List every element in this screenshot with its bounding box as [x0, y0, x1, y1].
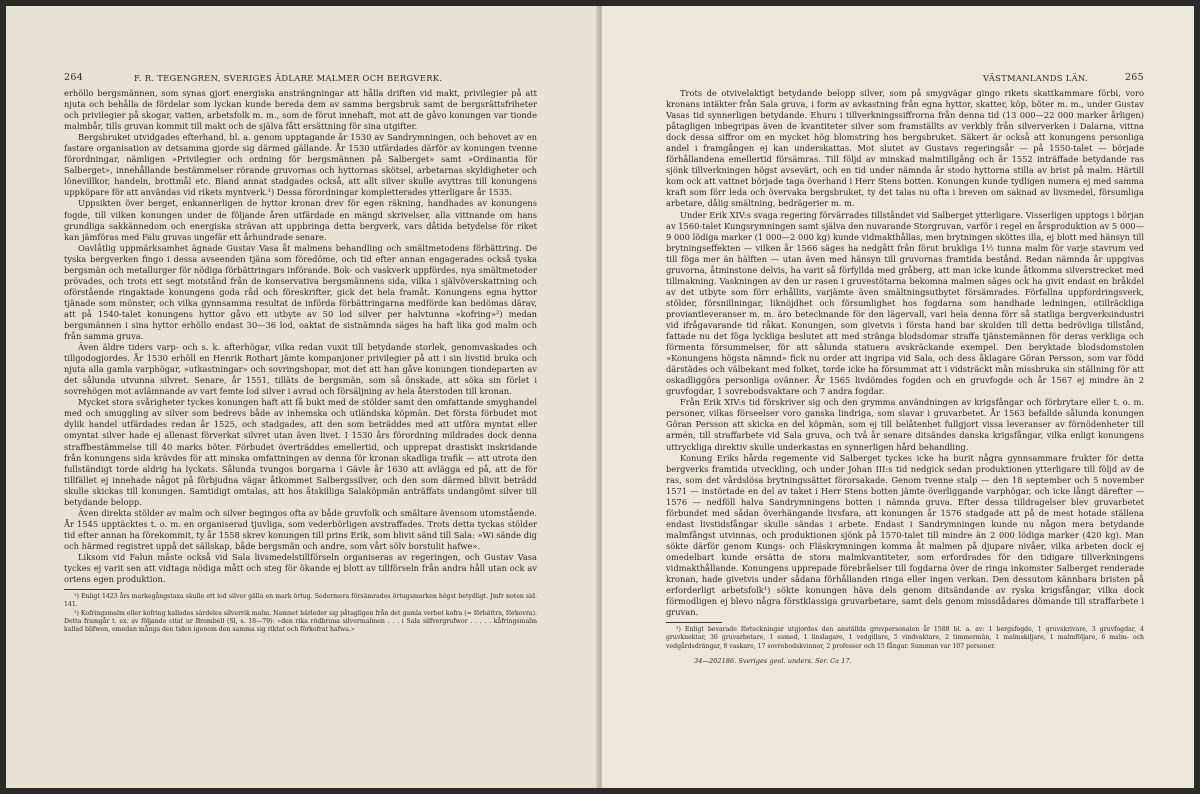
paragraph: Trots de otvivelaktigt betydande belopp silver, som på smygvägar gingo rikets skattkammare förbi, voro kronans intäkter från Sala gruva, i form av avkastning från egna hyttor, skatter, köp, böter m. m., under Gustav Vasas tid synnerligen betydande. Ehuru i tillverkningssiffrorna från denna tid (13 000—22 000 marker årligen) påtagligen inbegripas även de kvantiteter silver som framställts av verkbly från silververken i Dalarna, vittna dock dessa siffror om en mycket hög blomstring hos bergsbruket. Säkert är också att konungens personliga andel i framgången ej kan underskattas. Mot slutet av Gustavs regeringsår — på 1550-talet — började förhållandena emellertid försämras. Till följd av minskad malmtillgång och år 1552 inträffade betydande ras sjönk tillverkningen högst avsevärt, och en tid under nämnda år stodo hyttorna stilla av brist på malm. Härtill kom ock att vattnet började taga överhand i Herr Stens botten. Konungen kunde tydligen numera ej med samma kraft som förr leda och övervaka bergsbruket, ty det talas nu ofta i breven om saknad av livsmedel, försumliga arbetare, dålig smältning, bedrägerier m. m. — [666, 88, 1144, 209]
footnote-rule — [666, 622, 722, 623]
right-page-header — [666, 73, 1144, 85]
paragraph: erhöllo bergsmännen, som synas gjort energiska ansträngningar att hålla driften vid makt, privilegier på att njuta och behålla de fördelar som lyckan kunde bereda dem av samma bergsbruk samt de bergsrättsfriheter och privilegier på skogar, vatten, arbetsfolk m. m., som de förut innehaft, mot att de gåvo konungen var tionde malmbår, tills gruvan kommit till makt och de själva fått ersättning för sina utgifter. — [64, 88, 537, 132]
left-page — [6, 6, 598, 788]
footnote: ¹) Enligt bevarade förteckningar utgjordes den anställda gruvpersonalen år 1588 bl. a. av: 1 bergsfogde, 1 gruvskrivare, 3 gruvfogdar, 4 gruvknektar, 36 gruvarbetare, 1 esmed, 1 linslagare, 1 vedgillare, 5 vindvaktare, 2 timmermän, 1 malmskiljare, 1 malmföljare, 6 malm- och vedgårdsdrängar, 8 vaskare, 17 sovrebodskvinnor, 2 professer och 15 fångar. Summan var 107 personer. — [666, 626, 1144, 650]
right-page — [602, 6, 1194, 788]
paragraph: Liksom vid Falun måste också vid Sala livsmedelstillförseln organiseras av regeringen, och Gustav Vasa tyckes ej varit sen att vidtaga nödiga mått och steg för ökande ej blott av tillförseln från andra håll utan ock av ortens egen produktion. — [64, 551, 537, 585]
printer-signature: 34—202186. Sveriges geol. unders. Ser. Ca 17. — [694, 656, 852, 665]
paragraph: Oavlåtlig uppmärksamhet ägnade Gustav Vasa åt malmens behandling och smältmetodens förbättring. De tyska bergverken fingo i dessa avseenden tjäna som föredöme, och tid efter annan engagerades också tyska bergsmän och metallurger för nödiga förbättringars införande. Bok- och vaskverk uppfördes, nya smältmetoder prövades, och trots ett segt motstånd från de konservativa bergsmännens sida, vilka i självöverskattning och oförstående ringaktade konungens goda råd och föreskrifter, gick det hela framåt. Konungens egna hyttor tjänade som mönster, och vilka gynnsamma resultat de införda förbättringarna medförde kan bedömas därav, att på 1540-talet konungens hyttor gåvo ett utbyte av 50 lod silver per halvtunna »kofring»²) medan bergsmännen i sina hyttor erhöllo endast 30—36 lod, oaktat de sistnämnda säges ha haft lika god malm och från samma gruva. — [64, 242, 537, 342]
paragraph: Även direkta stölder av malm och silver begingos ofta av både gruvfolk och smältare ävensom utomstående. År 1545 upptäcktes t. o. m. en organiserad tjuvliga, som vederbörligen avstraffades. Trots detta tyckas stölder tid efter annan ha förekommit, ty år 1558 skrev konungen till prins Erik, som blivit sänd till Sala: »Wi sände dig och härmed registret uppå det sällskap, både bergsmän och andre, som vårt sölv borstulit hafwe». — [64, 507, 537, 551]
left-running-head: F. R. TEGENGREN, SVERIGES ÄDLARE MALMER OCH BERGVERK. — [134, 73, 443, 83]
paragraph: Även äldre tiders varp- och s. k. afterhögar, vilka redan vuxit till betydande storlek, genomvaskades och tillgodogjordes. År 1530 erhöll en Henrik Rothart jämte kompanjoner privilegier på att i sin livstid bruka och njuta alla gamla varphögar, »utkastningar» och sovringshopar, mot det att han gåve konungen tiondeparten av det sålunda utvunna silvret. Senare, år 1551, tilläts de bergsmän, som så önskade, att söka sin förlet i sovrehögen mot avlämnande av vart femte lod silver i avrad och försäljning av hela återstoden till kronan. — [64, 342, 537, 397]
paragraph: Uppsikten över berget, enkannerligen de hyttor kronan drev för egen räkning, handhades av konungens fogde, till vilken konungen under de följande åren utfärdade en mängd skrivelser, alla vittnande om hans grundliga sakkännedom och energiska strävan att uppbringa detta bergverk, vars dåtida betydelse för riket kan jämföras med Falu gruvas ungefär ett århundrade senare. — [64, 198, 537, 242]
footnote: ¹) Enligt 1423 års markegångstaxa skulle ett lod silver gälla en mark örtug. Sedermera försämrades örtugsmarken högst betydligt. Jmfr noten sid. 141. — [64, 593, 537, 609]
paragraph: Under Erik XIV:s svaga regering förvärrades tillståndet vid Salberget ytterligare. Visserligen upptogs i början av 1560-talet Kungsrymningen samt själva den nuvarande Storgruvan, varför i regel en årsproduktion av 5 000—9 000 lödiga marker (1 000—2 000 kg) kunde vidmakthållas, men brytningen sköttes illa, ej blott med hänsyn till brytningseffekten — vilken år 1566 säges ha nedgått från förut brukliga 1½ tunna malm för varje stavrum ved till föga mer än hälften — utan även med hänsyn till gruvornas framtida bestånd. Redan nämnda år uppgivas gruvorna, åtminstone delvis, ha varit så förfyllda med gråberg, att man icke kunde åtkomma silverstrecket med tillmakning. Vaskningen av den ur rasen i gruvestötarna bekomna malmen säges ock ha givit endast en bråkdel av det utbyte som förr erhållits, varjämte även smältningsutbytet försämrades. Förfallna uppfordringsverk, stölder, försnillningar, liknöjdhet och försumlighet hos fogdarna som handhade ledningen, otillräckliga proviantleveranser m. m. äro betecknande för den lägervall, vari hela denna förr så statliga bergverksindustri vid ifrågavarande tid råkat. Konungen, som givetvis i första hand bar skulden till detta bedrövliga tillstånd, fattade nu det föga lyckliga beslutet att med stränga blodsdomar straffa tjänstemännen för deras verkliga och förmenta försummelser, för att sålunda statuera avskräckande exempel. Den beryktade blodsdomstolen »Konungens högsta nämnd» fick nu order att ingripa vid Sala, och dess åklagare Göran Persson, som var född därstädes och välbekant med folket, torde icke ha försummat att i vidsträckt mån missbruka sin ställning för att oskadliggöra personliga ovänner. År 1565 livdömdes fogden och en gruvfogde och år 1567 ej mindre än 2 gruvfogdar, 1 sovrebodsvaktare och 7 andra fogdar. — [666, 209, 1144, 397]
paragraph: Från Erik XIV:s tid förskriver sig och den grymma användningen av krigsfångar och förbrytare eller t. o. m. personer, vilkas förseelser voro ganska lindriga, som slavar i gruvarbetet. År 1563 befallde sålunda konungen Göran Persson att skicka en del köpmän, som ej till belåtenhet fullgjort vissa leveranser av förnödenheter till armén, till straffarbete vid Sala gruva, och två år senare ditsändes danska krigsfångar, vilka enligt konungens uttryckliga direktiv skulle underkastas en synnerligen hård behandling. — [666, 397, 1144, 452]
right-page-number: 265 — [1124, 72, 1144, 83]
right-footnotes — [666, 626, 1144, 651]
right-running-head: VÄSTMANLANDS LÄN. — [982, 73, 1088, 83]
left-page-body — [64, 88, 537, 634]
book-spread — [6, 6, 1194, 788]
left-page-number: 264 — [64, 72, 84, 83]
right-page-body — [666, 88, 1144, 667]
footnote-rule — [64, 589, 120, 590]
left-footnotes — [64, 593, 537, 634]
paragraph: Mycket stora svårigheter tyckes konungen haft att få bukt med de stölder samt den omfattande smyghandel med och smuggling av silver som bedrevs både av inhemska och utländska köpmän. Det första förbudet mot dylik handel utfärdades redan år 1525, och stadgades, att den som beträddes med att utföra myntat eller omyntat silver hade ej allenast förverkat silvret utan även livet. I 1530 års förordning mildrades dock denna straffbestämmelse till 40 marks böter. Förbudet överträddes emellertid, och upprepat drastiskt inskridande från konungens sida krävdes för att minska omfattningen av denna för kronan skadliga trafik — att utrota den fullständigt torde aldrig ha lyckats. Sålunda tvungos borgarna i Gävle år 1630 att avlägga ed på, att de för tillfället ej innehade något på förbjudna vägar åtkommet Salbergssilver, och den som därmed blivit beträdd skulle skickas till konungen. Samtidigt omtalas, att hos åtskilliga Salaköpmän anträffats undangömt silver till betydande belopp. — [64, 397, 537, 507]
footnote: ²) Kofringsmalm eller kofring kallades särdeles silverrik malm. Namnet härleder sig påtagligen från det gamla verbet kofra (= förbättra, förkovra). Detta framgår t. ex. av följande citat ur Brombell (Sl, s. 18—79): »den rika rödbruna silvermalmen . . . i Sala silfvergrufwor . . . . . kåfringsmalm kallad blifwen, emedan många den tiden igenom den samma sig riktat och förkofrat hafwa.» — [64, 609, 537, 633]
paragraph: Konung Eriks hårda regemente vid Salberget tyckes icke ha burit några gynnsammare frukter för detta bergverks framtida utveckling, och under Johan III:s tid nedgick sedan produktionen ytterligare till följd av de ras, som det vårdslösa brytningssättet förorsakade. Genom tvenne stalp — den 18 september och 5 november 1571 — instörtade en del av taket i Herr Stens botten jämte överliggande varphögar, och icke långt därefter — 1576 — nedföll halva Sandrymningens botten i nämnda gruva. Efter dessa tilldragelser blev gruvarbetet förbundet med sådan överhängande livsfara, att konungen år 1576 stadgade att på de mest hotade ställena endast livstidsfångar skulle sändas i arbete. Endast i Sandrymningen kunde nu någon mera betydande malmfångst utvinnas, och produktionen sjönk på 1570-talet till mindre än 2 000 lödiga marker (420 kg). Man sökte därför genom Kungs- och Fläskrymningen komma åt malmen på djupare nivåer, vilka arbeten dock ej omedelbart kunde ersätta de stora malmkvantiteter, som erfordrades för den tidigare tillverkningens vidmakthållande. Konungens upprepade förebråelser till fogdarna över de ringa inkomster Salberget renderade kronan, hade givetvis under sådana förhållanden ringa eller ingen verkan. Den dessutom kännbara bristen på erforderligt arbetsfolk¹) sökte konungen häva dels genom ditsändande av ryska krigsfångar, vilka dock förmodligen ej blevo några förstklassiga gruvarbetare, samt dels genom missdådares dömande till straffarbete i gruvan. — [666, 452, 1144, 618]
left-page-header — [64, 73, 536, 85]
paragraph: Bergsbruket utvidgades efterhand, bl. a. genom upptagande år 1530 av Sandrymningen, och behovet av en fastare organisation av detsamma gjorde sig därmed gällande. År 1530 utfärdades därför av konungen tvenne förordningar, nämligen »Privilegier och ordning för bergsmännen på Salberget» samt »Ordinantia för Salberget», innehållande bestämmelser rörande gruvornas och hyttornas skötsel, arbetarnas skyldigheter och lönevillkor, handeln, brottmål etc. Bland annat stadgades också, att allt silver skulle avyttras till konungens uppköpare för att användas vid rikets myntverk.¹) Dessa förordningar kompletterades ytterligare år 1535. — [64, 132, 537, 198]
